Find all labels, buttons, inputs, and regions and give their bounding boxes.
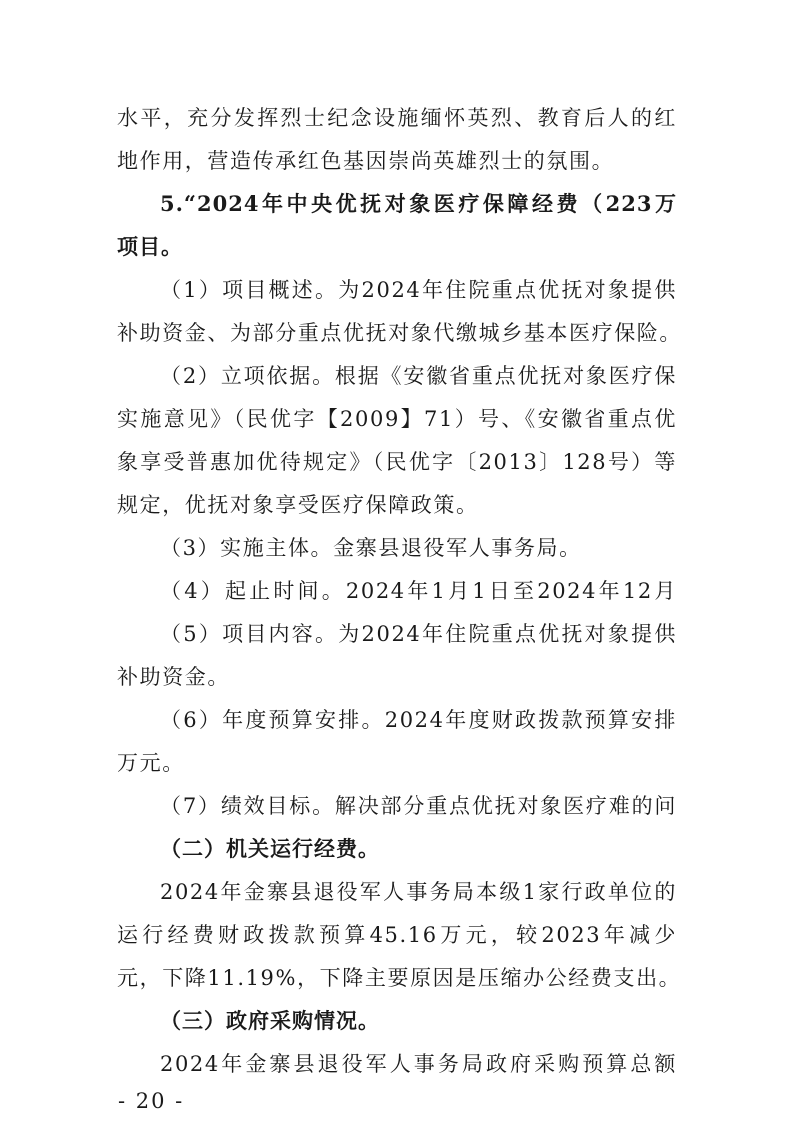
- paragraph-line: 实施意见》（民优字【2009】71）号、《安徽省重点优: [117, 407, 677, 431]
- section-heading: （三）政府采购情况。: [160, 1008, 380, 1033]
- paragraph-line: 水平，充分发挥烈士纪念设施缅怀英烈、教育后人的红: [117, 106, 677, 130]
- paragraph-line: 补助资金、为部分重点优抚对象代缴城乡基本医疗保险。: [117, 321, 682, 345]
- paragraph-line: （4）起止时间。2024年1月1日至2024年12月: [160, 579, 677, 603]
- paragraph-line: 万元。: [117, 751, 185, 775]
- paragraph-line: （7）绩效目标。解决部分重点优抚对象医疗难的问: [160, 794, 677, 818]
- paragraph-line: 运行经费财政拨款预算45.16万元，较2023年减少: [117, 923, 677, 947]
- paragraph-line: （6）年度预算安排。2024年度财政拨款预算安排: [160, 708, 677, 732]
- paragraph-line: （1）项目概述。为2024年住院重点优抚对象提供: [160, 278, 677, 302]
- paragraph-line: 补助资金。: [117, 665, 230, 689]
- paragraph-line: （2）立项依据。根据《安徽省重点优抚对象医疗保: [160, 364, 677, 388]
- paragraph-line: （5）项目内容。为2024年住院重点优抚对象提供: [160, 622, 677, 646]
- paragraph-line: 2024年金寨县退役军人事务局政府采购预算总额: [160, 1052, 677, 1076]
- paragraph-line: 2024年金寨县退役军人事务局本级1家行政单位的: [160, 880, 677, 904]
- paragraph-line: 元，下降11.19%，下降主要原因是压缩办公经费支出。: [117, 966, 682, 990]
- paragraph-line: 地作用，营造传承红色基因崇尚英雄烈士的氛围。: [117, 149, 615, 173]
- section-heading: 项目。: [117, 234, 183, 259]
- paragraph-line: 规定，优抚对象享受医疗保障政策。: [117, 493, 479, 517]
- page-number: - 20 -: [118, 1089, 185, 1113]
- section-heading: （二）机关运行经费。: [160, 836, 380, 861]
- section-heading: 5.“2024年中央优抚对象医疗保障经费（223万: [160, 191, 677, 216]
- paragraph-line: 象享受普惠加优待规定》（民优字〔2013〕128号）等: [117, 450, 677, 474]
- paragraph-line: （3）实施主体。金寨县退役军人事务局。: [160, 536, 582, 560]
